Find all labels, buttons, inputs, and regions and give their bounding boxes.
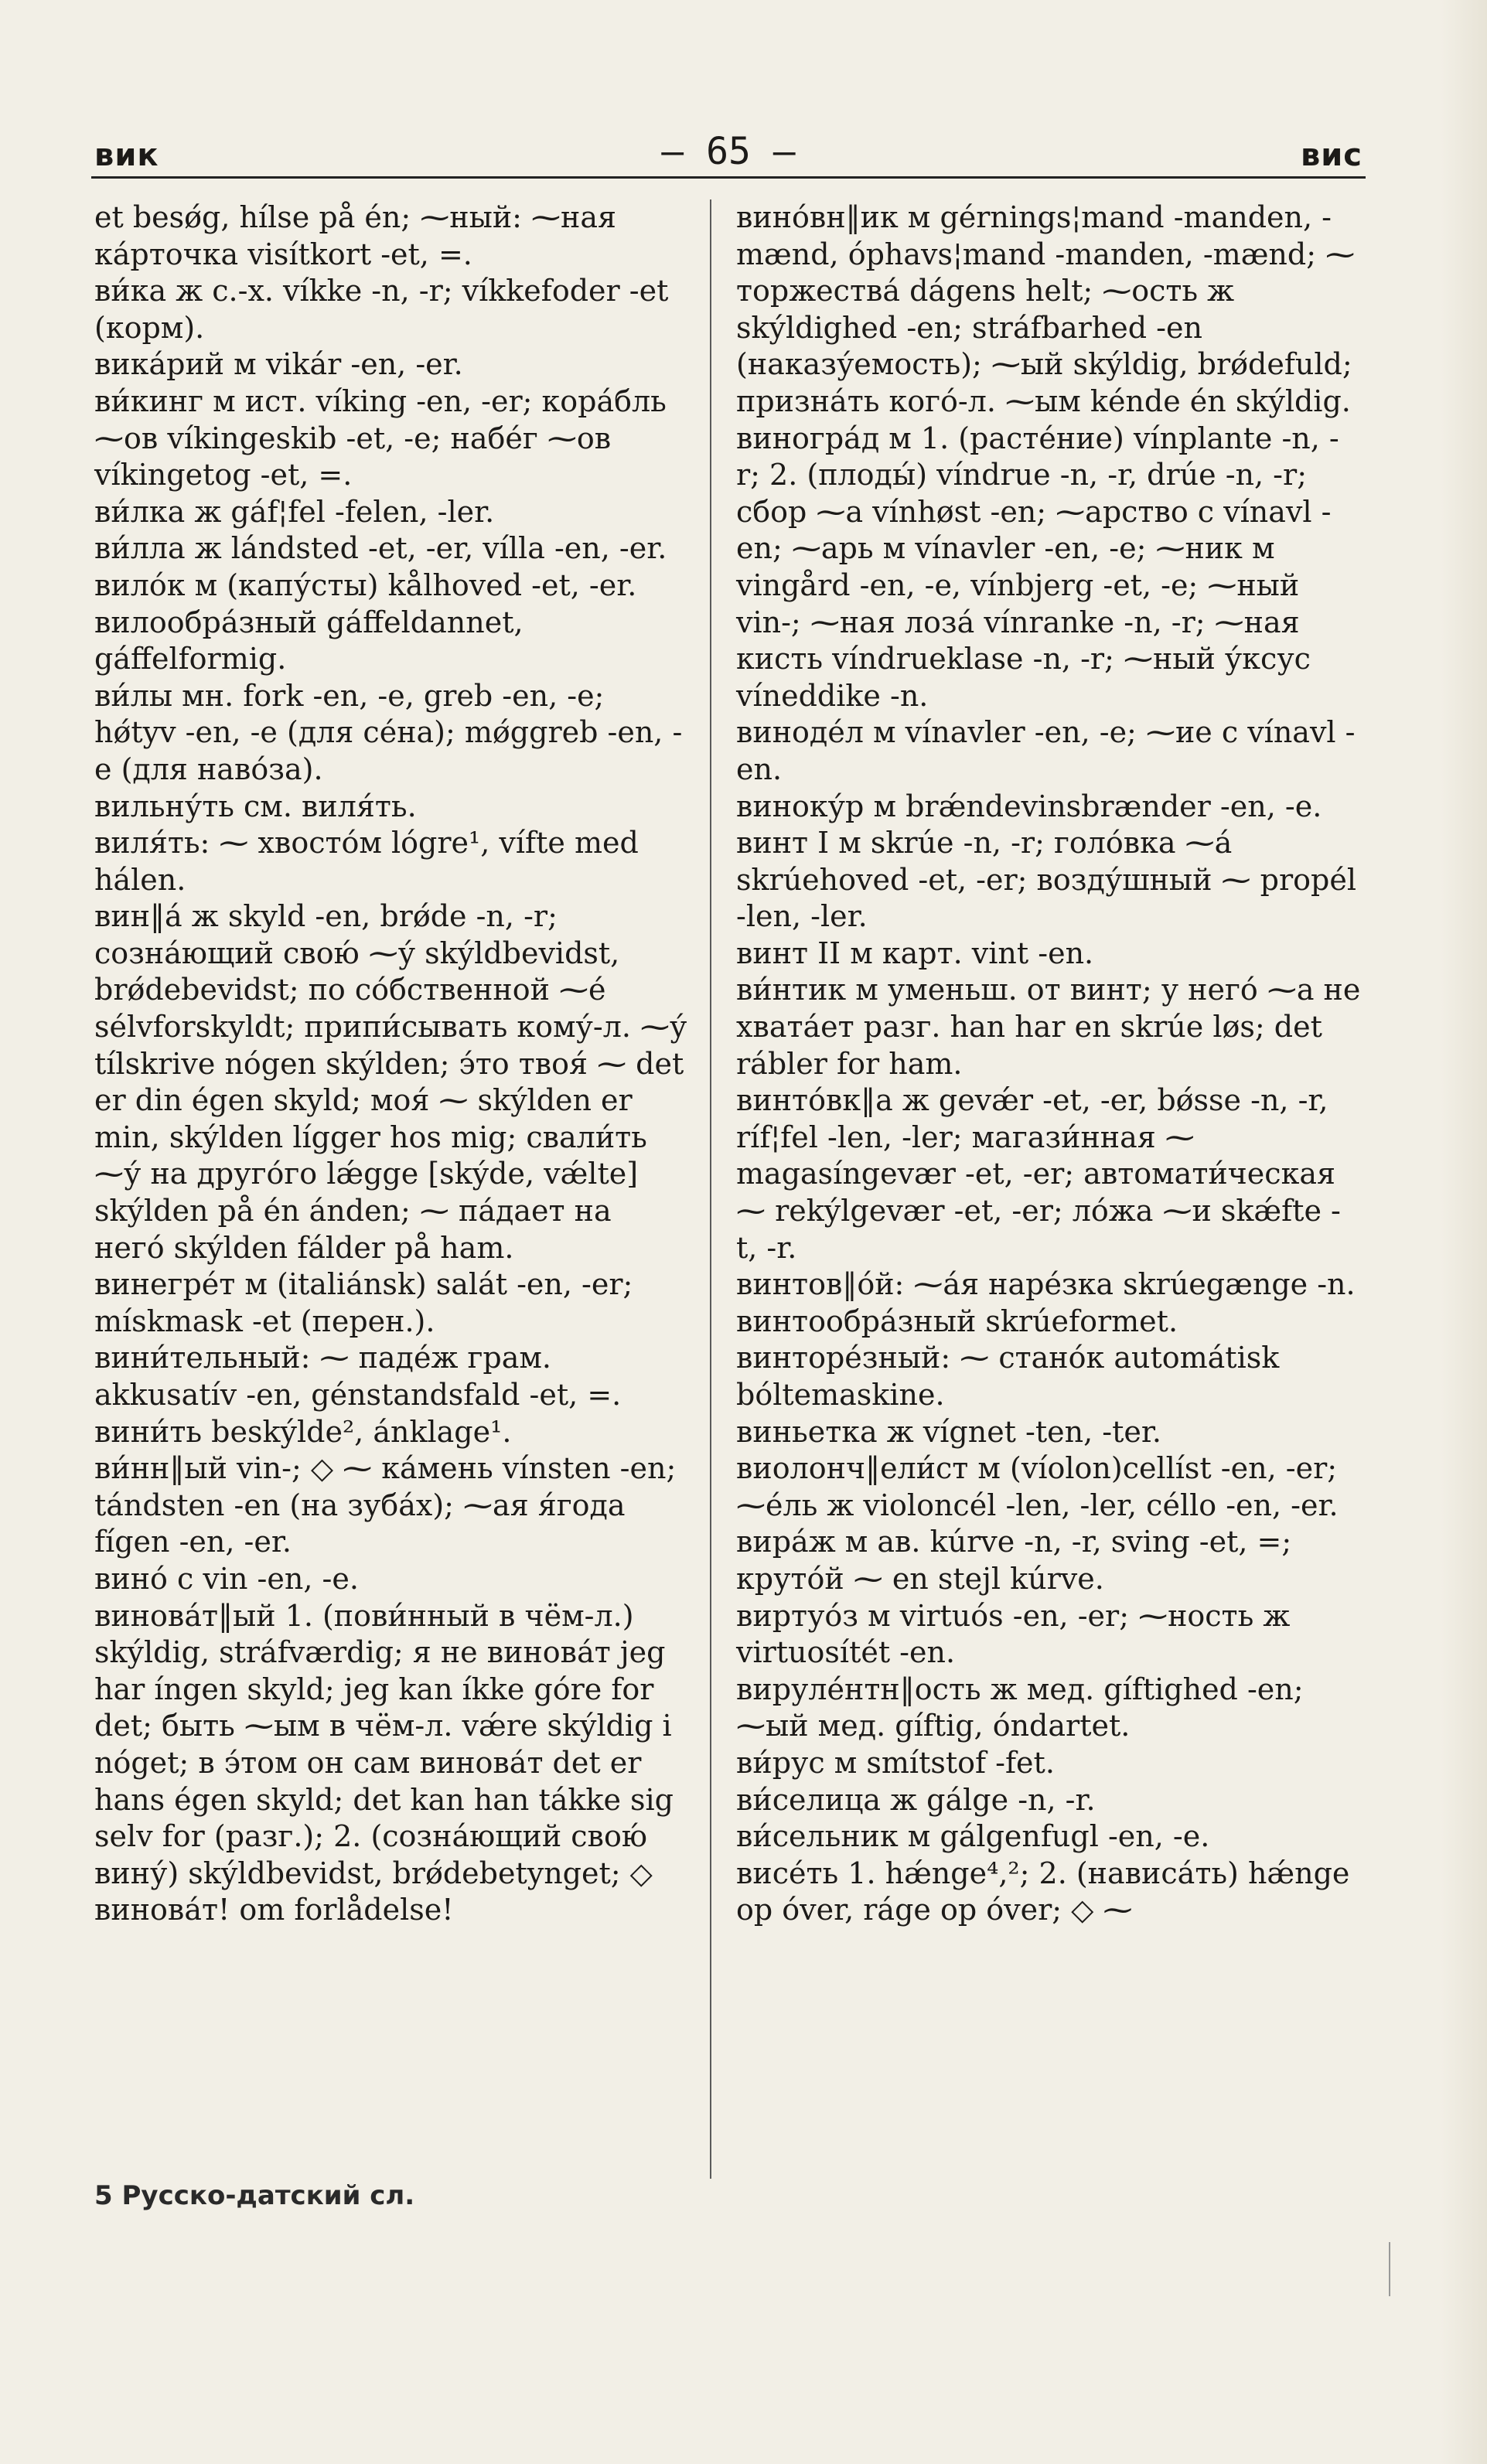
entry: висе́ть 1. hǽnge⁴,²; 2. (нависа́ть) hǽnge op óver, ráge op óver; ◇ ⁓ <box>736 1856 1350 1927</box>
entry: виноку́р м brǽndevinsbrænder -en, -e. <box>736 789 1322 823</box>
entry: ви́рус м smítstof -fet. <box>736 1745 1055 1780</box>
entry: винторе́зный: ⁓ стано́к automátisk bóltemaskine. <box>736 1341 1280 1412</box>
entry: винтообра́зный skrúeformet. <box>736 1304 1178 1338</box>
right-column <box>736 199 1361 1929</box>
entry: винова́т‖ый 1. (пови́нный в чём-л.) skýldig, stráfværdig; я не винова́т jeg har íngen skyld; jeg kan íkke góre for det; быть ⁓ым в чём-л. vǽre skýldig i nóget; в э́том он сам винова́т det er hans égen skyld; det kan han tákke sig selv for (разг.); 2. (созна́ющий свою́ вину́) skýldbevidst, brǿdebetynget; ◇ винова́т! om forlådelse! <box>94 1598 674 1927</box>
entry: ви́лла ж lándsted -et, -er, vílla -en, -er. <box>94 531 667 566</box>
entry: виля́ть: ⁓ хвосто́м lógre¹, vífte med hálen. <box>94 826 639 897</box>
entry: вируле́нтн‖ость ж мед. gíftighed -en; ⁓ый мед. gíftig, óndartet. <box>736 1672 1304 1743</box>
entry: вини́ть beskýlde², ánklage¹. <box>94 1414 512 1449</box>
signature-footer: 5 Русско-датский сл. <box>94 2180 415 2211</box>
header-first-word: вик <box>94 138 159 173</box>
page-number: — 65 — <box>661 130 796 173</box>
entry: винегре́т м (italiánsk) salát -en, -er; mískmask -et (перен.). <box>94 1267 633 1338</box>
entry: винт II м карт. vint -en. <box>736 936 1094 970</box>
entry: виньетка ж vígnet -ten, -ter. <box>736 1414 1161 1449</box>
entry: винтов‖о́й: ⁓а́я наре́зка skrúegænge -n. <box>736 1267 1356 1302</box>
entry: ви́кинг м ист. víking -en, -er; кора́бль ⁓ов víkingeskib -et, -e; набе́г ⁓ов víkingetog -et, =. <box>94 383 667 492</box>
column-divider <box>710 199 711 2179</box>
entry: ви́нн‖ый vin-; ◇ ⁓ ка́мень vínsten -en; tándsten -en (на зуба́х); ⁓ая я́года fígen -en, -er. <box>94 1451 677 1559</box>
header-rule <box>91 176 1366 179</box>
entry: вини́тельный: ⁓ паде́ж грам. akkusatív -en, génstandsfald -et, =. <box>94 1341 622 1412</box>
entry: вило́к м (капу́сты) kålhoved -et, -er. <box>94 567 637 602</box>
entry: вино́ с vin -en, -e. <box>94 1561 359 1596</box>
left-column <box>94 199 690 1929</box>
scan-edge-shadow <box>1441 0 1487 2464</box>
entry: вильну́ть см. виля́ть. <box>94 789 417 823</box>
entry: винт I м skrúe -n, -r; голо́вка ⁓а́ skrúehoved -et, -er; возду́шный ⁓ propél -len, -ler. <box>736 826 1356 934</box>
entry: виртуо́з м virtuós -en, -er; ⁓ность ж virtuosítét -en. <box>736 1598 1291 1670</box>
entry: вира́ж м ав. kúrve -n, -r, sving -et, =; круто́й ⁓ en stejl kúrve. <box>736 1525 1292 1596</box>
entry: ви́селица ж gálge -n, -r. <box>736 1782 1096 1817</box>
entry: вилообра́зный gáffeldannet, gáffelformig. <box>94 605 524 676</box>
entry: виногра́д м 1. (расте́ние) vínplante -n, -r; 2. (плоды́) víndrue -n, -r, drúe -n, -r; сбор ⁓а vínhøst -en; ⁓арство с vínavl -en; ⁓арь м vínavler -en, -e; ⁓ник м vingård -en, -e, vínbjerg -et, -e; ⁓ный vin-; ⁓ная лоза́ vínranke -n, -r; ⁓ная кисть víndrueklase -n, -r; ⁓ный у́ксус víneddike -n. <box>736 421 1339 713</box>
entry: ви́ка ж с.-х. víkke -n, -r; víkkefoder -et (корм). <box>94 274 669 345</box>
entry: вика́рий м vikár -en, -er. <box>94 347 463 382</box>
entry: виолонч‖ели́ст м (víolon)cellíst -en, -er; ⁓е́ль ж violoncél -len, -ler, céllo -en, -er. <box>736 1451 1339 1522</box>
entry: вино́вн‖ик м gérnings¦mand -manden, -mænd, óphavs¦mand -manden, -mænd; ⁓ торжества́ dágens helt; ⁓ость ж skýldighed -en; stráfbarhed -en (наказу́емость); ⁓ый skýldig, brǿdefuld; призна́ть кого́-л. ⁓ым kénde én skýldig. <box>736 200 1356 418</box>
entry: ви́лы мн. fork -en, -e, greb -en, -e; hǿtyv -en, -e (для се́на); mǿggreb -en, -e (для наво́за). <box>94 678 683 786</box>
entry: ви́нтик м уменьш. от винт; у него́ ⁓а не хвата́ет разг. han har en skrúe løs; det rábler for ham. <box>736 973 1361 1081</box>
entry: ви́лка ж gáf¦fel -felen, -ler. <box>94 494 495 529</box>
margin-mark <box>1389 2242 1390 2296</box>
entry: вин‖а́ ж skyld -en, brǿde -n, -r; созна́ющий свою́ ⁓у́ skýldbevidst, brǿdebevidst; по со́бственной ⁓е́ sélvforskyldt; припи́сывать кому́-л. ⁓у́ tílskrive nógen skýlden; э́то твоя́ ⁓ det er din égen skyld; моя́ ⁓ skýlden er min, skýlden lígger hos mig; свали́ть ⁓у́ на друго́го lǽgge [skýde, vǽlte] skýlden på én ánden; ⁓ па́дает на него́ skýlden fálder på ham. <box>94 899 687 1265</box>
entry: виноде́л м vínavler -en, -e; ⁓ие с vínavl -en. <box>736 715 1356 786</box>
entry: винто́вк‖а ж gevǽr -et, -er, bǿsse -n, -r, ríf¦fel -len, -ler; магази́нная ⁓ magasíngevær -et, -er; автомати́ческая ⁓ rekýlgevær -et, -er; ло́жа ⁓и skǽfte -t, -r. <box>736 1083 1341 1265</box>
header-last-word: вис <box>1300 138 1363 173</box>
entry: et besǿg, hílse på én; ⁓ный: ⁓ная ка́рточка visítkort -et, =. <box>94 200 617 271</box>
entry: ви́сельник м gálgenfugl -en, -e. <box>736 1819 1210 1854</box>
